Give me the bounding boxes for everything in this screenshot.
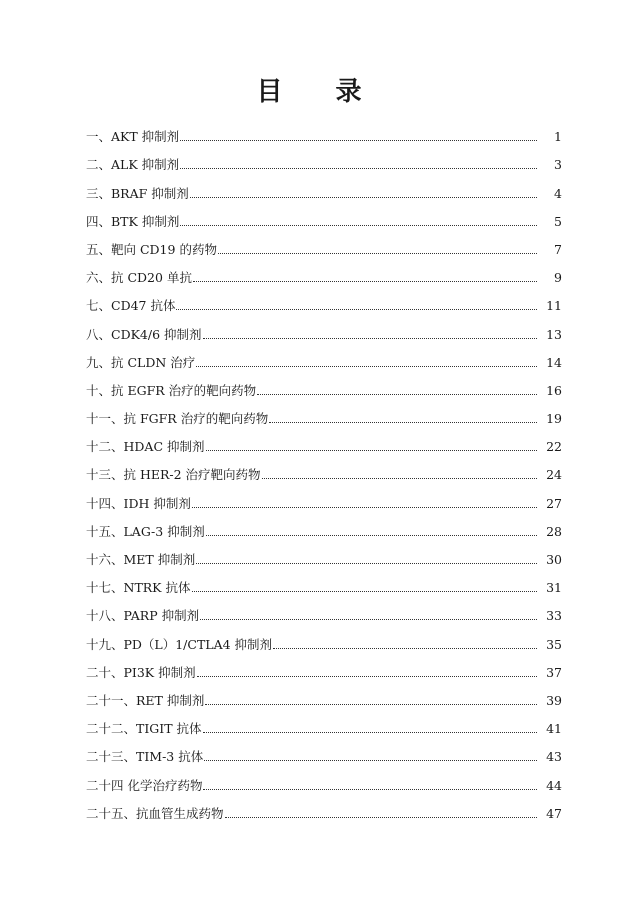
dot-leader <box>273 637 537 653</box>
toc-entry-label: 十、抗 EGFR 治疗的靶向药物 <box>86 382 257 398</box>
toc-entry[interactable] <box>86 709 562 737</box>
toc-entry-page-number: 16 <box>546 382 562 398</box>
toc-entry[interactable] <box>86 173 562 201</box>
toc-entry-page-number: 7 <box>554 241 562 257</box>
toc-entry-page-number: 11 <box>546 298 562 314</box>
toc-entry-page-number: 39 <box>546 692 562 708</box>
toc-entry-page-number: 41 <box>546 721 562 737</box>
toc-entry[interactable] <box>86 427 562 455</box>
toc-entry-label: 十四、IDH 抑制剂 <box>86 495 191 511</box>
toc-entry-page-number: 13 <box>546 326 562 342</box>
toc-entry-page-number: 37 <box>546 664 562 680</box>
toc-entry-page-number: 47 <box>546 805 562 821</box>
toc-entry-label: 十六、MET 抑制剂 <box>86 552 196 567</box>
dot-leader <box>193 270 537 286</box>
toc-entry-label: 二十四 化学治疗药物 <box>86 777 203 793</box>
toc-entry-label: 五、靶向 CD19 的药物 <box>86 241 217 257</box>
toc-entry[interactable] <box>86 230 562 258</box>
page-title: 目 录 <box>256 77 384 107</box>
toc-entry-label: 十八、PARP 抑制剂 <box>86 608 200 624</box>
toc-entry-label: 二十三、TIM-3 抗体 <box>86 749 204 765</box>
toc-entry-label: 三、BRAF 抑制剂 <box>86 185 189 201</box>
toc-entry-label: 九、抗 CLDN 治疗 <box>86 354 196 370</box>
dot-leader <box>192 496 537 512</box>
toc-entry[interactable] <box>86 371 562 399</box>
toc-entry[interactable] <box>86 540 562 568</box>
toc-entry-label: 十九、PD（L）1/CTLA4 抑制剂 <box>86 636 273 652</box>
toc-entry-label: 二十、PI3K 抑制剂 <box>86 664 196 680</box>
toc-entry[interactable] <box>86 483 562 511</box>
toc-entry-page-number: 43 <box>546 749 562 765</box>
dot-leader <box>218 242 537 258</box>
toc-entry-label: 十五、LAG-3 抑制剂 <box>86 523 205 539</box>
toc-entry[interactable] <box>86 145 562 173</box>
toc-entry-page-number: 44 <box>546 777 562 793</box>
dot-leader <box>176 298 537 314</box>
dot-leader <box>180 157 537 173</box>
toc-entry-label: 十一、抗 FGFR 治疗的靶向药物 <box>86 411 269 427</box>
dot-leader <box>180 129 537 145</box>
toc-entry-page-number: 19 <box>546 411 562 427</box>
toc-entry-label: 十二、HDAC 抑制剂 <box>86 439 205 455</box>
toc-entry-label: 八、CDK4/6 抑制剂 <box>86 326 202 342</box>
dot-leader <box>205 693 537 709</box>
toc-entry[interactable] <box>86 202 562 230</box>
dot-leader <box>225 806 537 822</box>
toc-entry[interactable] <box>86 794 562 822</box>
toc-entry[interactable] <box>86 117 562 145</box>
toc-entry-page-number: 9 <box>554 270 562 286</box>
toc-entry-label: 六、抗 CD20 单抗 <box>86 270 192 286</box>
toc-entry[interactable] <box>86 399 562 427</box>
toc-entry-page-number: 33 <box>546 608 562 624</box>
toc-entry[interactable] <box>86 343 562 371</box>
table-of-contents <box>86 117 562 822</box>
toc-entry[interactable] <box>86 765 562 793</box>
toc-entry-page-number: 5 <box>554 213 562 229</box>
toc-entry[interactable] <box>86 568 562 596</box>
toc-entry-page-number: 28 <box>546 523 562 539</box>
toc-entry-label: 二十二、TIGIT 抗体 <box>86 721 202 737</box>
toc-entry[interactable] <box>86 596 562 624</box>
toc-entry[interactable] <box>86 286 562 314</box>
dot-leader <box>180 214 537 230</box>
toc-entry-page-number: 24 <box>546 467 562 483</box>
toc-entry[interactable] <box>86 681 562 709</box>
toc-entry-page-number: 30 <box>546 552 562 567</box>
dot-leader <box>197 665 537 681</box>
toc-entry-page-number: 4 <box>554 185 562 201</box>
toc-entry-page-number: 27 <box>546 495 562 511</box>
dot-leader <box>200 608 537 624</box>
dot-leader <box>206 524 537 540</box>
toc-entry-page-number: 22 <box>546 439 562 455</box>
toc-entry-page-number: 14 <box>546 354 562 370</box>
toc-entry-page-number: 35 <box>546 636 562 652</box>
dot-leader <box>203 778 537 794</box>
toc-entry-label: 二、ALK 抑制剂 <box>86 157 180 173</box>
toc-entry-label: 十七、NTRK 抗体 <box>86 580 191 596</box>
dot-leader <box>196 355 537 371</box>
toc-entry[interactable] <box>86 624 562 652</box>
dot-leader <box>257 383 537 399</box>
dot-leader <box>203 721 537 737</box>
toc-entry-page-number: 3 <box>554 157 562 173</box>
dot-leader <box>196 552 537 568</box>
dot-leader <box>190 186 537 202</box>
toc-entry[interactable] <box>86 653 562 681</box>
toc-entry[interactable] <box>86 455 562 483</box>
toc-entry-page-number: 31 <box>546 580 562 596</box>
dot-leader <box>203 327 537 343</box>
toc-entry-label: 一、AKT 抑制剂 <box>86 129 180 145</box>
toc-entry[interactable] <box>86 314 562 342</box>
dot-leader <box>206 439 538 455</box>
toc-entry-label: 七、CD47 抗体 <box>86 298 176 314</box>
toc-entry-page-number: 1 <box>554 129 562 145</box>
toc-entry-label: 二十五、抗血管生成药物 <box>86 805 224 821</box>
toc-entry-label: 四、BTK 抑制剂 <box>86 213 180 229</box>
dot-leader <box>192 580 538 596</box>
dot-leader <box>269 411 537 427</box>
dot-leader <box>262 467 537 483</box>
toc-entry[interactable] <box>86 258 562 286</box>
toc-entry[interactable] <box>86 512 562 540</box>
toc-entry[interactable] <box>86 737 562 765</box>
toc-entry-label: 二十一、RET 抑制剂 <box>86 692 205 708</box>
toc-entry-label: 十三、抗 HER-2 治疗靶向药物 <box>86 467 261 483</box>
dot-leader <box>204 749 537 765</box>
